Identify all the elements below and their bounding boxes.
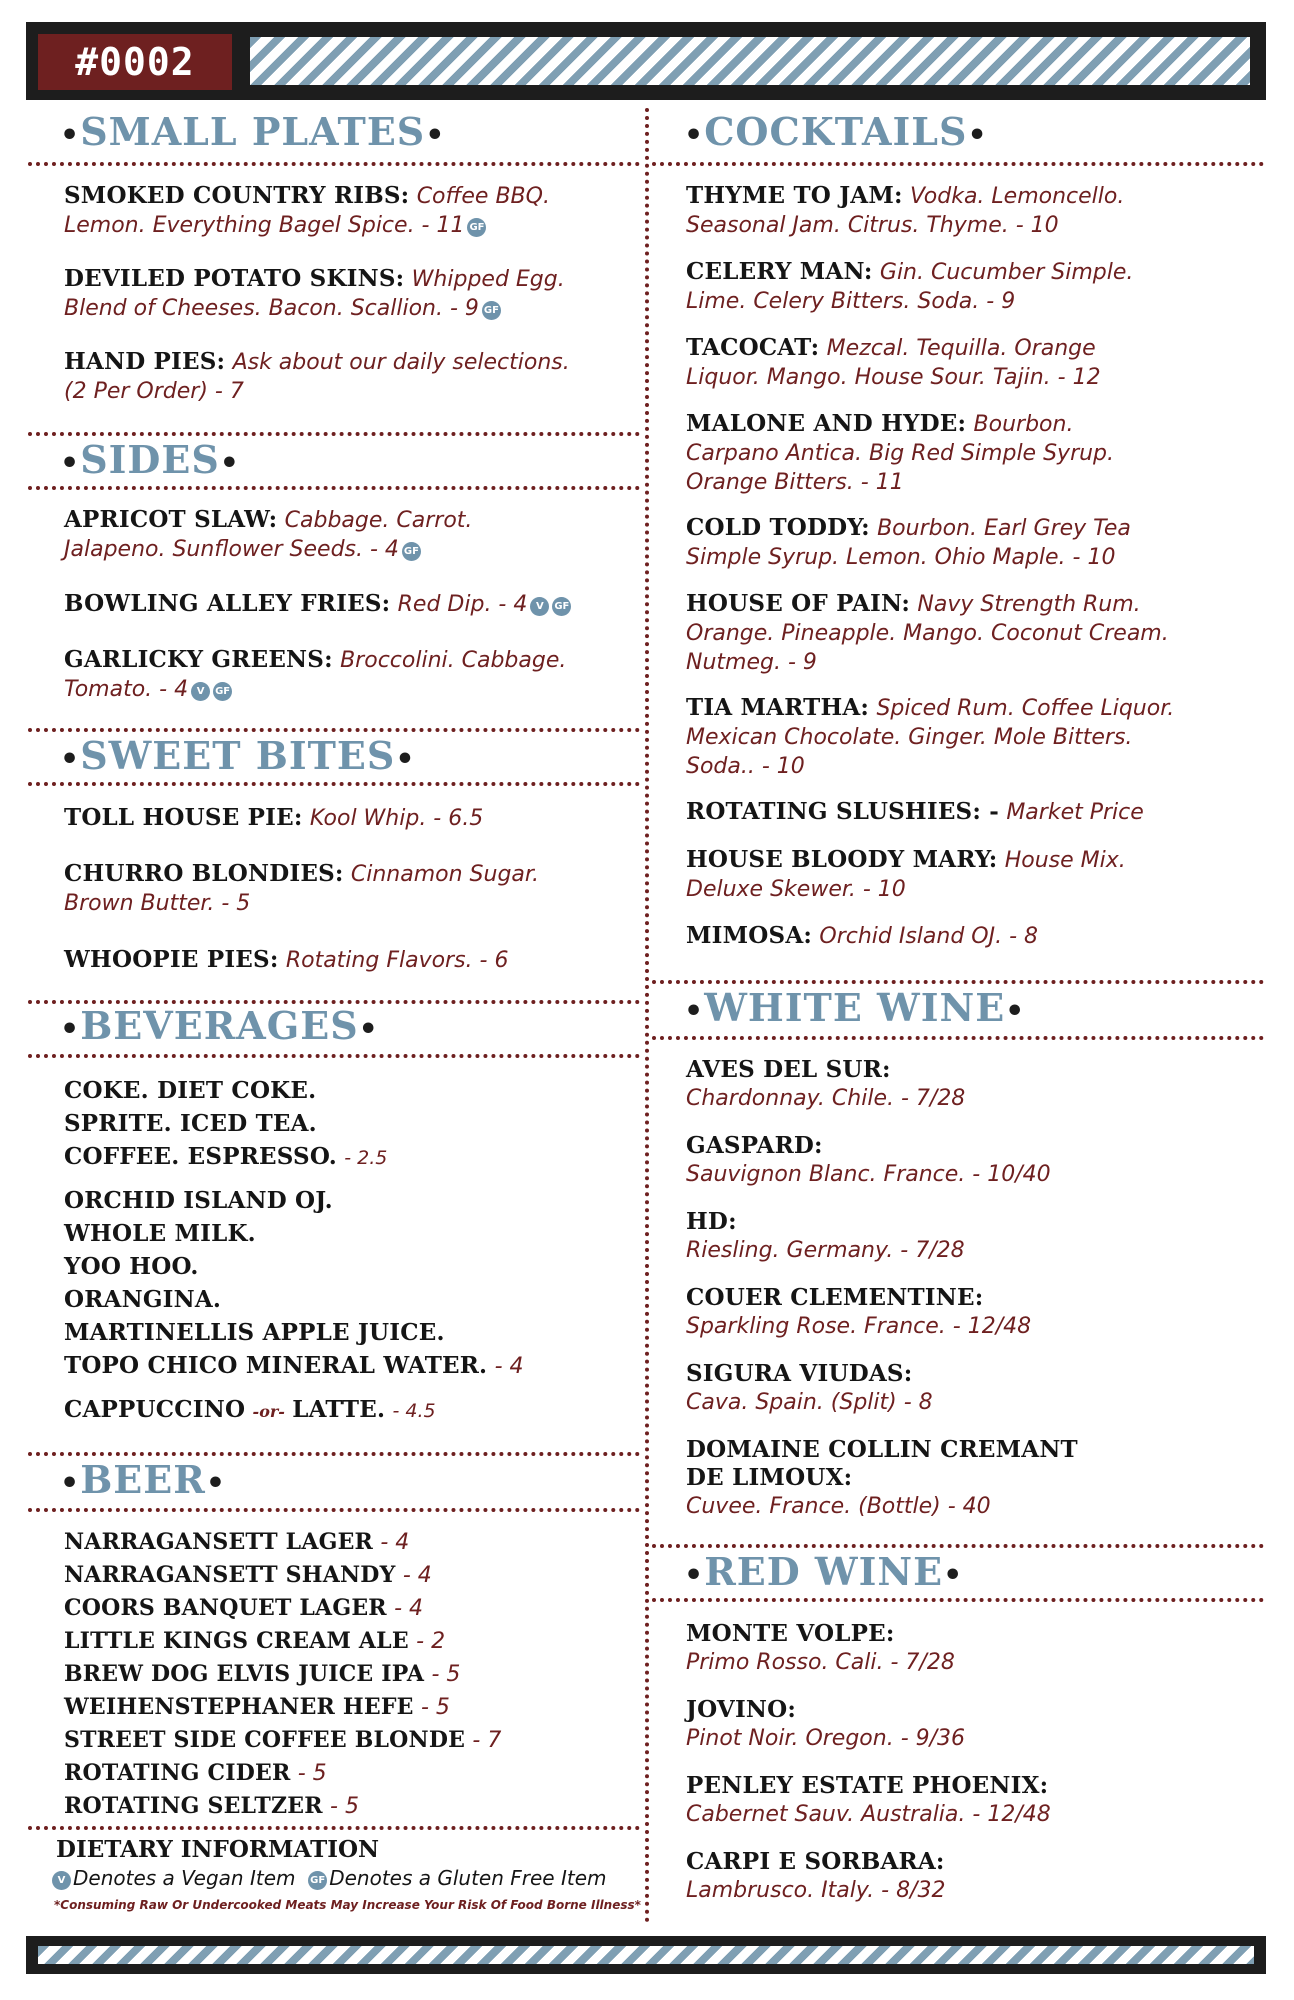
divider bbox=[28, 1826, 640, 1830]
dietary-legend: V Denotes a Vegan Item GF Denotes a Gluten Free Item bbox=[52, 1866, 607, 1890]
section-heading-beverages: •BEVERAGES• bbox=[60, 1003, 379, 1048]
divider bbox=[28, 1054, 640, 1058]
list-item: ROTATING SELTZER - 5 bbox=[64, 1793, 359, 1819]
vegan-icon: V bbox=[52, 1871, 71, 1890]
menu-item: SIGURA VIUDAS: Cava. Spain. (Split) - 8 bbox=[686, 1360, 933, 1415]
divider bbox=[652, 1598, 1264, 1602]
divider bbox=[28, 1508, 640, 1512]
menu-item: JOVINO: Pinot Noir. Oregon. - 9/36 bbox=[686, 1696, 966, 1751]
list-item: LITTLE KINGS CREAM ALE - 2 bbox=[64, 1628, 446, 1654]
list-item: ROTATING CIDER - 5 bbox=[64, 1760, 327, 1786]
list-item: BREW DOG ELVIS JUICE IPA - 5 bbox=[64, 1661, 461, 1687]
menu-item: BOWLING ALLEY FRIES: Red Dip. - 4 V GF bbox=[64, 590, 570, 617]
divider bbox=[28, 486, 640, 490]
divider bbox=[652, 162, 1264, 166]
dietary-title: DIETARY INFORMATION bbox=[56, 1836, 380, 1863]
menu-item: TIA MARTHA: Spiced Rum. Coffee Liquor. Mexican Chocolate. Ginger. Mole Bitters. Soda.. - 10 bbox=[686, 694, 1175, 779]
beer-list bbox=[64, 1526, 501, 1823]
list-item: COORS BANQUET LAGER - 4 bbox=[64, 1595, 424, 1621]
divider bbox=[28, 782, 640, 786]
menu-number: #0002 bbox=[38, 34, 232, 90]
column-divider bbox=[645, 108, 649, 1924]
section-heading-cocktails: •COCKTAILS• bbox=[684, 109, 988, 154]
menu-item: PENLEY ESTATE PHOENIX: Cabernet Sauv. Australia. - 12/48 bbox=[686, 1772, 1051, 1827]
list-item: NARRAGANSETT LAGER - 4 bbox=[64, 1529, 410, 1555]
menu-item: GARLICKY GREENS: Broccolini. Cabbage. Tomato. - 4 V GF bbox=[64, 646, 567, 702]
gluten-free-icon: GF bbox=[213, 682, 232, 701]
menu-item: HOUSE OF PAIN: Navy Strength Rum. Orange. Pineapple. Mango. Coconut Cream. Nutmeg. - 9 bbox=[686, 590, 1169, 675]
menu-item: ROTATING SLUSHIES: - Market Price bbox=[686, 798, 1144, 825]
section-heading-beer: •BEER• bbox=[60, 1457, 227, 1502]
gluten-free-icon: GF bbox=[552, 597, 571, 616]
list-item: WEIHENSTEPHANER HEFE - 5 bbox=[64, 1694, 450, 1720]
menu-item: TOLL HOUSE PIE: Kool Whip. - 6.5 bbox=[64, 804, 484, 831]
menu-item: CARPI E SORBARA: Lambrusco. Italy. - 8/32 bbox=[686, 1848, 946, 1903]
menu-item: WHOOPIE PIES: Rotating Flavors. - 6 bbox=[64, 946, 509, 973]
menu-item: GASPARD: Sauvignon Blanc. France. - 10/40 bbox=[686, 1132, 1051, 1187]
vegan-icon: V bbox=[530, 597, 549, 616]
menu-item: CAPPUCCINO -or- LATTE. - 4.5 bbox=[64, 1396, 436, 1423]
section-heading-sides: •SIDES• bbox=[60, 437, 240, 482]
gluten-free-icon: GF bbox=[308, 1871, 327, 1890]
menu-item: SMOKED COUNTRY RIBS: Coffee BBQ. Lemon. Everything Bagel Spice. - 11 GF bbox=[64, 182, 550, 238]
menu-item: MONTE VOLPE: Primo Rosso. Cali. - 7/28 bbox=[686, 1620, 955, 1675]
divider bbox=[28, 162, 640, 166]
menu-item: APRICOT SLAW: Cabbage. Carrot. Jalapeno. Sunflower Seeds. - 4 GF bbox=[64, 506, 473, 562]
section-heading-white-wine: •WHITE WINE• bbox=[684, 985, 1026, 1030]
menu-item: THYME TO JAM: Vodka. Lemoncello. Seasonal Jam. Citrus. Thyme. - 10 bbox=[686, 182, 1125, 238]
menu-item: HAND PIES: Ask about our daily selections. (2 Per Order) - 7 bbox=[64, 348, 570, 404]
menu-item: MALONE AND HYDE: Bourbon. Carpano Antica. Big Red Simple Syrup. Orange Bitters. - 11 bbox=[686, 410, 1115, 495]
gluten-free-icon: GF bbox=[467, 218, 486, 237]
list-item: STREET SIDE COFFEE BLONDE - 7 bbox=[64, 1727, 502, 1753]
vegan-icon: V bbox=[191, 682, 210, 701]
section-heading-small-plates: •SMALL PLATES• bbox=[60, 109, 446, 154]
gluten-free-icon: GF bbox=[402, 542, 421, 561]
menu-item: HD: Riesling. Germany. - 7/28 bbox=[686, 1208, 965, 1263]
beverage-group: COKE. DIET COKE. SPRITE. ICED TEA. COFFEE. ESPRESSO. - 2.5 bbox=[64, 1077, 388, 1170]
menu-item: COUER CLEMENTINE: Sparkling Rose. France. - 12/48 bbox=[686, 1284, 1032, 1339]
header-stripes bbox=[250, 37, 1250, 85]
food-warning: *Consuming Raw Or Undercooked Meats May Increase Your Risk Of Food Borne Illness* bbox=[54, 1898, 641, 1912]
divider bbox=[652, 1036, 1264, 1040]
menu-item: DEVILED POTATO SKINS: Whipped Egg. Blend of Cheeses. Bacon. Scallion. - 9 GF bbox=[64, 265, 565, 321]
section-heading-sweet-bites: •SWEET BITES• bbox=[60, 733, 416, 778]
footer-bar bbox=[26, 1936, 1266, 1974]
menu-item: HOUSE BLOODY MARY: House Mix. Deluxe Skewer. - 10 bbox=[686, 846, 1126, 902]
header-bar bbox=[26, 22, 1266, 100]
list-item: NARRAGANSETT SHANDY - 4 bbox=[64, 1562, 432, 1588]
menu-item: CELERY MAN: Gin. Cucumber Simple. Lime. Celery Bitters. Soda. - 9 bbox=[686, 258, 1134, 314]
menu-item: AVES DEL SUR: Chardonnay. Chile. - 7/28 bbox=[686, 1056, 966, 1111]
menu-item: CHURRO BLONDIES: Cinnamon Sugar. Brown Butter. - 5 bbox=[64, 860, 539, 916]
footer-stripes bbox=[38, 1946, 1254, 1964]
menu-item: COLD TODDY: Bourbon. Earl Grey Tea Simple Syrup. Lemon. Ohio Maple. - 10 bbox=[686, 514, 1131, 570]
menu-item: TACOCAT: Mezcal. Tequilla. Orange Liquor. Mango. House Sour. Tajin. - 12 bbox=[686, 334, 1101, 390]
menu-item: MIMOSA: Orchid Island OJ. - 8 bbox=[686, 922, 1039, 949]
beverage-group: ORCHID ISLAND OJ. WHOLE MILK. YOO HOO. ORANGINA. MARTINELLIS APPLE JUICE. TOPO CHICO MINERAL WATER. - 4 bbox=[64, 1187, 524, 1379]
section-heading-red-wine: •RED WINE• bbox=[684, 1549, 964, 1594]
gluten-free-icon: GF bbox=[482, 301, 501, 320]
menu-item: DOMAINE COLLIN CREMANT DE LIMOUX: Cuvee. France. (Bottle) - 40 bbox=[686, 1436, 1078, 1519]
